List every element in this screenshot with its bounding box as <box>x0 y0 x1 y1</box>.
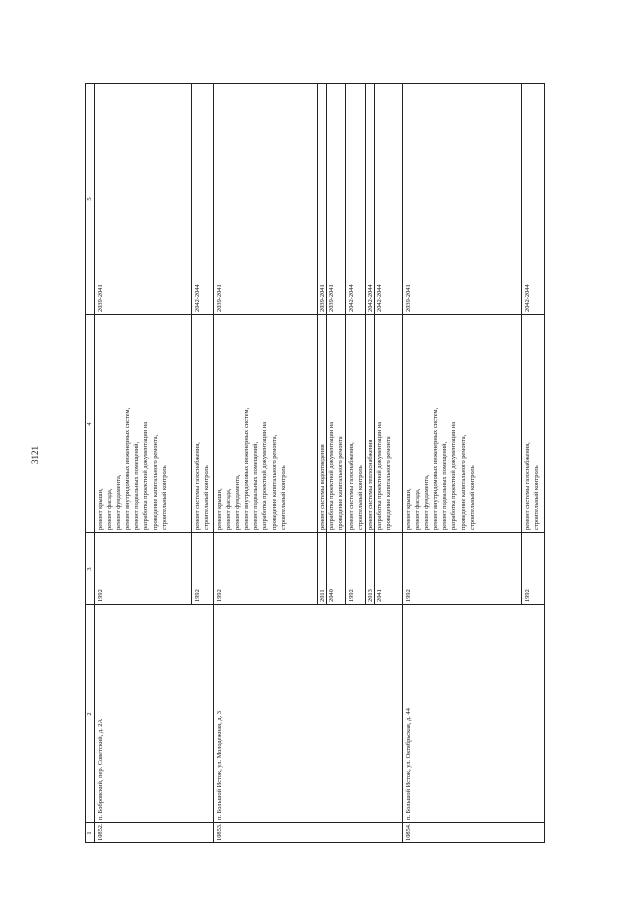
work-item: строительный контроль <box>160 465 168 530</box>
entry-works <box>318 444 327 530</box>
row-number: 10854. <box>405 823 412 841</box>
header-col-3: 3 <box>86 567 93 571</box>
work-item: ремонт крыши, <box>216 488 223 530</box>
row-separator-1 <box>213 83 214 843</box>
work-item: проведение капитального ремонта, <box>270 434 278 530</box>
work-item: строительный контроль <box>203 465 211 530</box>
work-item: строительный контроль <box>279 465 287 530</box>
subrow-separator <box>191 83 192 605</box>
entry-year: 1992 <box>405 589 412 602</box>
entry-year: 1992 <box>348 589 355 602</box>
entry-period: 2042-2044 <box>367 284 374 312</box>
entry-works <box>375 422 393 530</box>
work-item: ремонт системы водоотведения <box>319 444 326 530</box>
entry-period: 2039-2041 <box>216 284 223 312</box>
entry-works <box>523 442 541 530</box>
entry-year: 2040 <box>328 589 335 602</box>
entry-period: 2042-2044 <box>524 284 531 312</box>
header-col-2: 2 <box>86 712 93 716</box>
work-item: строительный контроль <box>533 465 541 530</box>
entry-period: 2039-2041 <box>319 284 326 312</box>
work-item: разработка проектной документации на <box>142 421 150 530</box>
col-separator-2 <box>85 604 545 605</box>
work-item: строительный контроль <box>468 465 476 530</box>
work-item: ремонт внутридомовых инженерных систем, <box>243 407 251 530</box>
rotated-table <box>85 83 545 843</box>
work-item: проведение капитального ремонта, <box>151 434 159 530</box>
work-item: строительный контроль <box>357 465 365 530</box>
entry-year: 1992 <box>194 589 201 602</box>
row-address: п. Бобровский, пер. Советский, д. 2А <box>97 718 104 820</box>
work-item: разработка проектной документации на <box>261 421 269 530</box>
page-number: 3121 <box>30 446 40 464</box>
entry-period: 2042-2044 <box>194 284 201 312</box>
entry-works <box>404 408 477 530</box>
header-col-1: 1 <box>86 831 93 835</box>
work-item: ремонт фундамента, <box>115 474 123 530</box>
row-number: 10852. <box>97 823 104 841</box>
work-item: разработка проектной документации на <box>328 421 335 530</box>
header-col-5: 5 <box>86 197 93 201</box>
header-col-4: 4 <box>86 422 93 426</box>
entry-year: 2011 <box>319 589 326 602</box>
work-item: ремонт фасада, <box>225 488 233 530</box>
entry-period: 2042-2044 <box>348 284 355 312</box>
work-item: ремонт подвальных помещений, <box>133 441 141 530</box>
work-item: ремонт фундамента, <box>423 474 431 530</box>
entry-works <box>96 408 169 530</box>
table-border-left <box>85 842 545 843</box>
entry-year: 2041 <box>376 589 383 602</box>
work-item: проведение капитального ремонта <box>337 436 345 530</box>
work-item: ремонт подвальных помещений, <box>252 441 260 530</box>
work-item: ремонт системы газоснабжения, <box>348 442 355 530</box>
entry-year: 2013 <box>367 589 374 602</box>
work-item: ремонт системы газоснабжения, <box>194 442 201 530</box>
work-item: разработка проектной документации на <box>376 421 383 530</box>
row-separator-2 <box>402 83 403 843</box>
table-border-right <box>85 83 545 84</box>
col-separator-4 <box>85 314 545 315</box>
entry-year: 1992 <box>97 589 104 602</box>
entry-period: 2039-2041 <box>328 284 335 312</box>
work-item: ремонт внутридомовых инженерных систем, <box>432 407 440 530</box>
work-item: ремонт системы газоснабжения, <box>524 442 531 530</box>
entry-year: 1992 <box>216 589 223 602</box>
work-item: проведение капитального ремонта <box>385 436 393 530</box>
row-number: 10853. <box>216 823 223 841</box>
entry-works <box>366 440 375 530</box>
work-item: ремонт системы теплоснабжения <box>367 439 374 530</box>
row-address: п. Большой Исток, ул. Молодежная, д. 3 <box>216 711 223 820</box>
subrow-separator <box>521 83 522 605</box>
col-separator-1 <box>85 822 545 823</box>
entry-works <box>193 442 211 530</box>
table-border-bottom <box>544 83 545 843</box>
entry-period: 2042-2044 <box>376 284 383 312</box>
entry-works <box>347 442 365 530</box>
work-item: ремонт крыши, <box>97 488 104 530</box>
work-item: ремонт внутридомовых инженерных систем, <box>124 407 132 530</box>
work-item: ремонт фундамента, <box>234 474 242 530</box>
work-item: ремонт фасада, <box>414 488 422 530</box>
row-address: п. Большой Исток, ул. Октябрьская, д. 44 <box>405 708 412 820</box>
entry-works <box>215 408 288 530</box>
entry-year: 1992 <box>524 589 531 602</box>
entry-period: 2039-2041 <box>97 284 104 312</box>
work-item: ремонт крыши, <box>405 488 412 530</box>
work-item: разработка проектной документации на <box>450 421 458 530</box>
entry-period: 2039-2041 <box>405 284 412 312</box>
work-item: проведение капитального ремонта, <box>459 434 467 530</box>
col-separator-3 <box>85 532 545 533</box>
work-item: ремонт фасада, <box>106 488 114 530</box>
header-separator <box>94 83 95 843</box>
entry-works <box>327 422 345 530</box>
work-item: ремонт подвальных помещений, <box>441 441 449 530</box>
